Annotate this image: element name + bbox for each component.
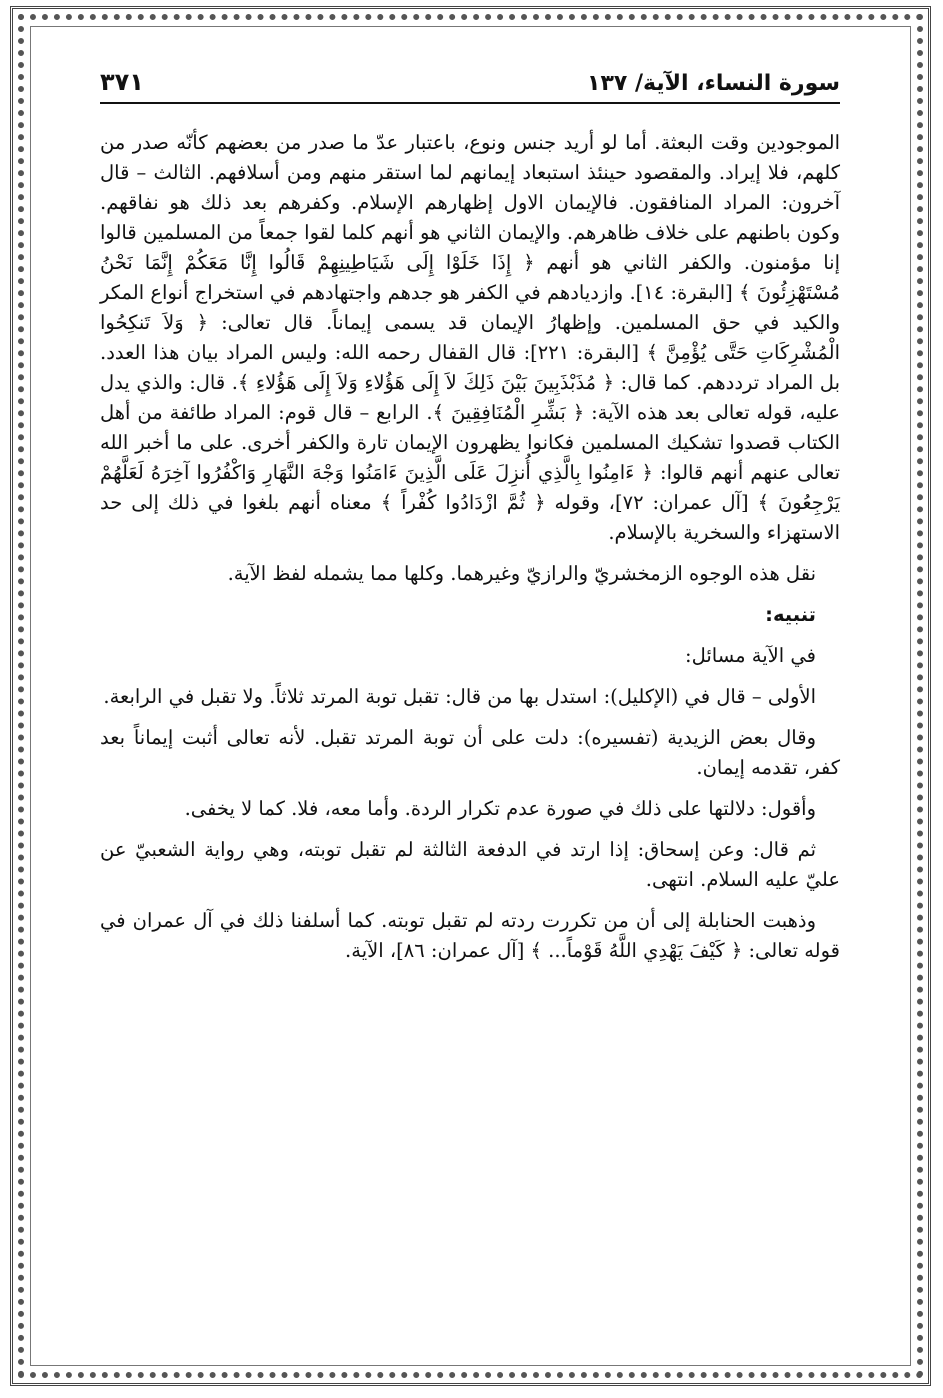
paragraph: الأولى – قال في (الإكليل): استدل بها من قال: تقبل توبة المرتد ثلاثاً. ولا تقبل في الرابعة. [103, 685, 816, 708]
paragraph: وأقول: دلالتها على ذلك في صورة عدم تكرار الردة. وأما معه، فلا. كما لا يخفى. [184, 797, 816, 820]
paragraph: في الآية مسائل: [685, 644, 816, 667]
page-body [100, 128, 840, 1328]
paragraph: وذهبت الحنابلة إلى أن من تكررت ردته لم تقبل توبته. كما أسلفنا ذلك في آل عمران في قوله تعالى: ﴿ كَيْفَ يَهْدِي اللَّهُ قَوْماً... ﴾ [آل عمران: ٨٦]، الآية. [100, 909, 840, 962]
running-title: سورة النساء، الآية/ ١٣٧ [587, 71, 840, 96]
paragraph: وقال بعض الزيدية (تفسيره): دلت على أن توبة المرتد تقبل. لأنه تعالى أثبت إيماناً بعد كفر، تقدمه إيمان. [100, 726, 840, 779]
page-header [100, 60, 840, 104]
paragraph: ثم قال: وعن إسحاق: إذا ارتد في الدفعة الثالثة لم تقبل توبته، وهي رواية الشعبيّ عن عليّ عليه السلام. انتهى. [100, 838, 840, 891]
paragraph: الموجودين وقت البعثة. أما لو أريد جنس ونوع، باعتبار عدّ ما صدر من بعضهم كأنّه صدر من كلهم، فلا إيراد. والمقصود حينئذ استبعاد إيمانهم لما استقر منهم ومن أسلافهم. الثالث – قال آخرون: المراد المنافقون. فالإيمان الاول إظهارهم الإسلام. وكفرهم بعد ذلك هو نفاقهم. وكون باطنهم على خلاف ظاهرهم. والإيمان الثاني هو أنهم كلما لقوا جمعاً من المسلمين قالوا إنا مؤمنون. والكفر الثاني هو أنهم ﴿ إِذَا خَلَوْا إِلَى شَيَاطِينِهِمْ قَالُوا إِنَّا مَعَكُمْ إِنَّمَا نَحْنُ مُسْتَهْزِئُونَ ﴾ [البقرة: ١٤]. وازديادهم في الكفر هو جدهم واجتهادهم في استخراج أنواع المكر والكيد في حق المسلمين. وإظهارُ الإيمان قد يسمى إيماناً. قال تعالى: ﴿ وَلاَ تَنكِحُوا الْمُشْرِكَاتِ حَتَّى يُؤْمِنَّ ﴾ [البقرة: ٢٢١]: قال القفال رحمه الله: وليس المراد بيان هذا العدد. بل المراد ترددهم. كما قال: ﴿ مُذَبْذَبِينَ بَيْنَ ذَلِكَ لاَ إِلَى هَؤُلاءِ وَلاَ إِلَى هَؤُلاءِ ﴾. قال: والذي يدل عليه، قوله تعالى بعد هذه الآية: ﴿ بَشِّرِ الْمُنَافِقِينَ ﴾. الرابع – قال قوم: المراد طائفة من أهل الكتاب قصدوا تشكيك المسلمين فكانوا يظهرون الإيمان تارة والكفر أخرى. على ما أخبر الله تعالى عنهم أنهم قالوا: ﴿ ءَامِنُوا بِالَّذِي أُنزِلَ عَلَى الَّذِينَ ءَامَنُوا وَجْهَ النَّهَارِ وَاكْفُرُوا آخِرَهُ لَعَلَّهُمْ يَرْجِعُونَ ﴾ [آل عمران: ٧٢]، وقوله ﴿ ثُمَّ ازْدَادُوا كُفْراً ﴾ معناه أنهم بلغوا في ذلك إلى حد الاستهزاء والسخرية بالإسلام. [100, 131, 841, 544]
paragraph: نقل هذه الوجوه الزمخشريّ والرازيّ وغيرهما. وكلها مما يشمله لفظ الآية. [227, 562, 816, 585]
page-number: ٣٧١ [100, 68, 144, 96]
section-heading: تنبيه: [765, 603, 816, 626]
